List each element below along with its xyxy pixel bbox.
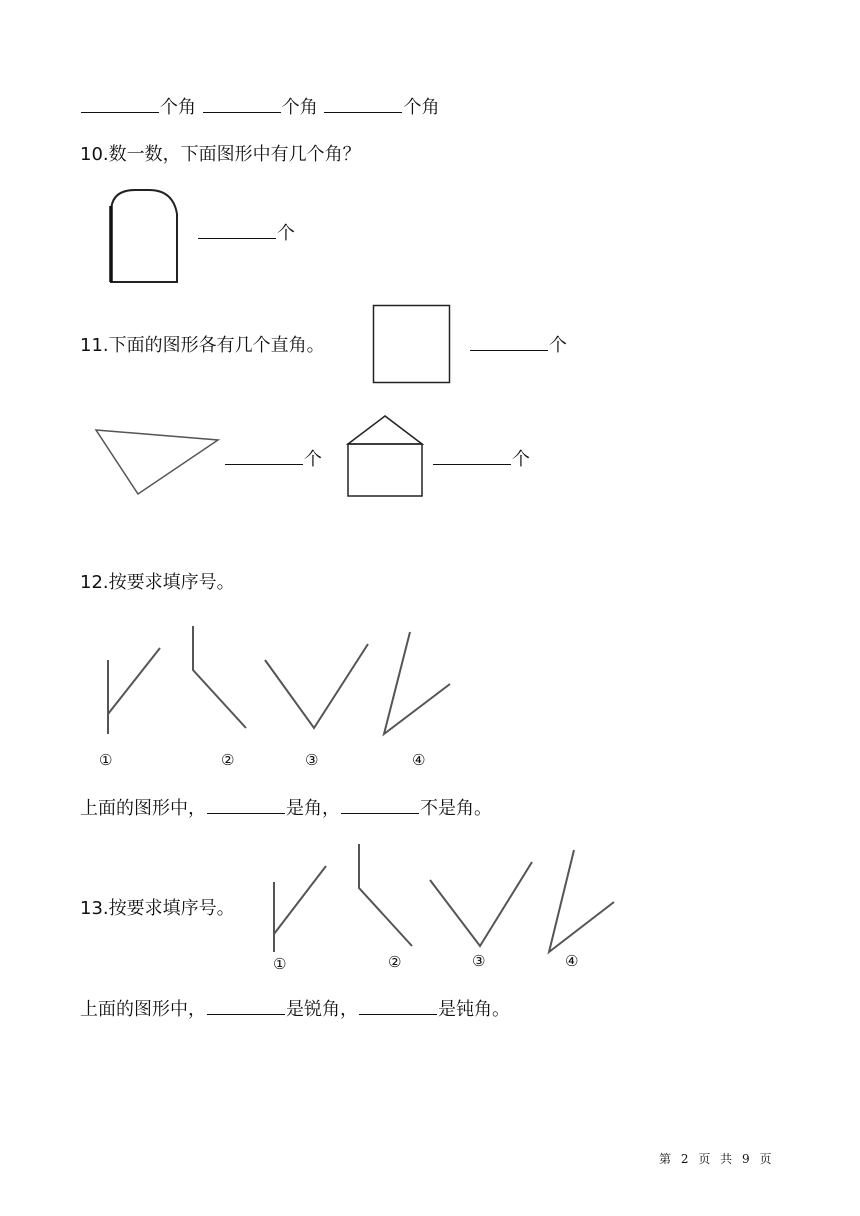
q13-figure-1 (274, 866, 326, 952)
q12-label-1: ① (99, 751, 113, 769)
page-footer (657, 1150, 774, 1167)
q13-figure-4 (549, 850, 614, 952)
answer-end: 是钝角。 (438, 999, 510, 1020)
answer-blank[interactable] (203, 94, 281, 113)
answer-blank[interactable] (207, 795, 285, 814)
footer-text: 页 (759, 1152, 773, 1166)
answer-blank[interactable] (341, 795, 419, 814)
q13-figure-3 (430, 862, 532, 946)
q12-figure-3 (265, 644, 368, 728)
unit-text: 个 (304, 449, 322, 470)
q10-answer (197, 220, 295, 246)
q11-answer-square (469, 332, 567, 358)
q12-answer (80, 795, 492, 821)
q12-label-3: ③ (305, 751, 319, 769)
answer-blank[interactable] (359, 996, 437, 1015)
current-page-number: 2 (680, 1152, 690, 1166)
q12-figure-2 (193, 626, 246, 728)
footer-text: 页 (698, 1152, 712, 1166)
top-answer-line (80, 94, 439, 120)
unit-text: 个 (549, 335, 567, 356)
answer-blank[interactable] (324, 94, 402, 113)
question-13: 13.按要求填序号。 (80, 898, 235, 919)
answer-blank[interactable] (433, 446, 511, 465)
question-11: 11.下面的图形各有几个直角。 (80, 335, 325, 356)
answer-blank[interactable] (198, 220, 276, 239)
q11-answer-triangle (224, 446, 322, 472)
triangle-figure (92, 426, 224, 498)
answer-end: 不是角。 (420, 798, 492, 819)
q13-label-4: ④ (565, 952, 579, 970)
q13-figure-2 (359, 844, 412, 946)
q12-label-2: ② (221, 751, 235, 769)
unit-text: 个 (512, 449, 530, 470)
q11-answer-house (432, 446, 530, 472)
answer-blank[interactable] (470, 332, 548, 351)
unit-text: 个 (277, 223, 295, 244)
answer-mid: 是锐角， (286, 999, 358, 1020)
q12-figure-4 (384, 632, 450, 734)
unit-text: 个角 (281, 97, 318, 118)
q13-label-1: ① (273, 955, 287, 973)
q13-label-2: ② (388, 953, 402, 971)
q13-label-3: ③ (472, 952, 486, 970)
question-10: 10.数一数，下面图形中有几个角？ (80, 144, 361, 165)
footer-text: 第 (659, 1152, 673, 1166)
unit-text: 个角 (160, 97, 196, 118)
square-figure (372, 304, 452, 386)
answer-blank[interactable] (81, 94, 159, 113)
answer-mid: 是角， (286, 798, 340, 819)
arched-door-figure (105, 186, 185, 286)
q12-angle-figures (100, 620, 460, 740)
total-page-number: 9 (742, 1152, 751, 1166)
answer-prefix: 上面的图形中， (80, 999, 206, 1020)
footer-text: 共 (720, 1152, 734, 1166)
q12-label-4: ④ (412, 751, 426, 769)
q13-answer (80, 996, 510, 1022)
q13-angle-figures (266, 840, 620, 960)
answer-prefix: 上面的图形中， (80, 798, 206, 819)
q12-figure-1 (108, 648, 160, 734)
answer-blank[interactable] (207, 996, 285, 1015)
answer-blank[interactable] (225, 446, 303, 465)
unit-text: 个角 (403, 97, 440, 118)
house-figure (345, 413, 425, 500)
question-12: 12.按要求填序号。 (80, 572, 235, 593)
